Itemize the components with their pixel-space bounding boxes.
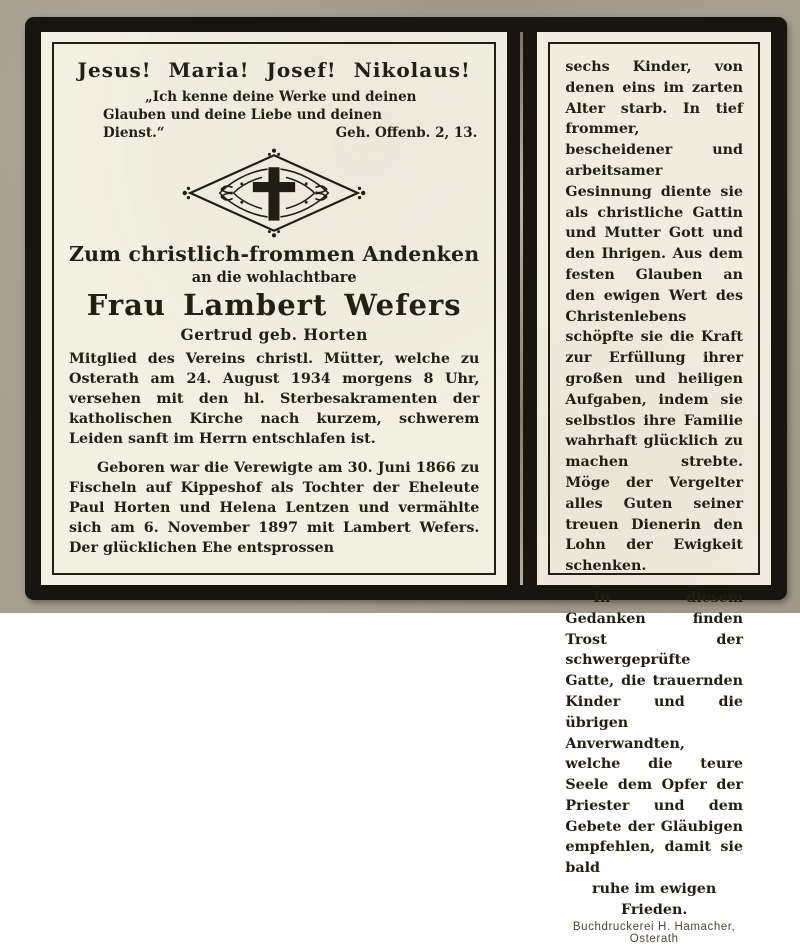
card-fold: [507, 32, 537, 585]
birth-name-line: Gertrud geb. Horten: [180, 325, 368, 344]
scripture-quote-line: Glauben und deine Liebe und deinen: [103, 107, 382, 123]
continuation-paragraph: sechs Kinder, von denen eins im zarten Alter starb. In tief frommer, bescheidener und arbeitsamer Gesinnung diente sie als christliche Gattin und Mutter Gott und den Ihrigen. Aus dem festen Glauben an den ewigen Wert des Christenlebens schöpfte sie die Kraft zur Erfüllung ihrer großen und heiligen Aufgaben, indem sie selbstlos ihre Familie wahrhaft glücklich zu machen strebte. Möge der Vergelter alles Guten seiner treuen Dienerin den Lohn der Ewigkeit schenken.: [565, 59, 743, 575]
scripture-quote-line: „Ich kenne deine Werke und deinen: [145, 89, 417, 105]
honorific-line: an die wohlachtbare: [191, 269, 357, 286]
scripture-quote: [103, 88, 479, 142]
invocation-line: Jesus! Maria! Josef! Nikolaus!: [77, 58, 471, 82]
scripture-quote-line: Dienst.“: [103, 125, 165, 141]
memorial-card: [25, 17, 787, 945]
memorial-heading: Zum christlich-frommen Andenken: [69, 242, 480, 266]
condolence-paragraph: In diesem Gedanken finden Trost der schwergeprüfte Gatte, die trauernden Kinder und die übrigen Anverwandten, welche die teure Seele dem Opfer der Priester und dem Gebete der Gläubigen empfehlen, damit sie bald: [565, 589, 743, 877]
fold-crack-line: [520, 32, 523, 585]
left-page-frame: [52, 42, 496, 575]
deceased-name: Frau Lambert Wefers: [86, 288, 462, 322]
right-page: [537, 32, 771, 945]
scripture-citation: Geh. Offenb. 2, 13.: [335, 125, 478, 141]
obituary-paragraph: Mitglied des Vereins christl. Mütter, welche zu Osterath am 24. August 1934 morgens 8 Uhr, versehen mit den hl. Sterbesakramenten der katholischen Kirche nach kurzem, schwerem Leiden sanft im Herrn entschlafen ist.: [69, 351, 480, 447]
left-page: [41, 32, 507, 585]
cross-diamond-ornament-icon: [69, 147, 479, 239]
biography-paragraph: Geboren war die Verewigte am 30. Juni 1866 zu Fischeln auf Kippeshof als Tochter der Eheleute Paul Horten und Helena Lentzen und vermählte sich am 6. November 1897 mit Lambert Wefers. Der glücklichen Ehe entsprossen: [69, 460, 480, 556]
printer-imprint: Buchdruckerei H. Hamacher, Osterath: [572, 920, 736, 945]
right-page-frame: [548, 42, 760, 945]
closing-line: ruhe im ewigen Frieden.: [592, 881, 717, 918]
cross-icon: [253, 167, 295, 220]
